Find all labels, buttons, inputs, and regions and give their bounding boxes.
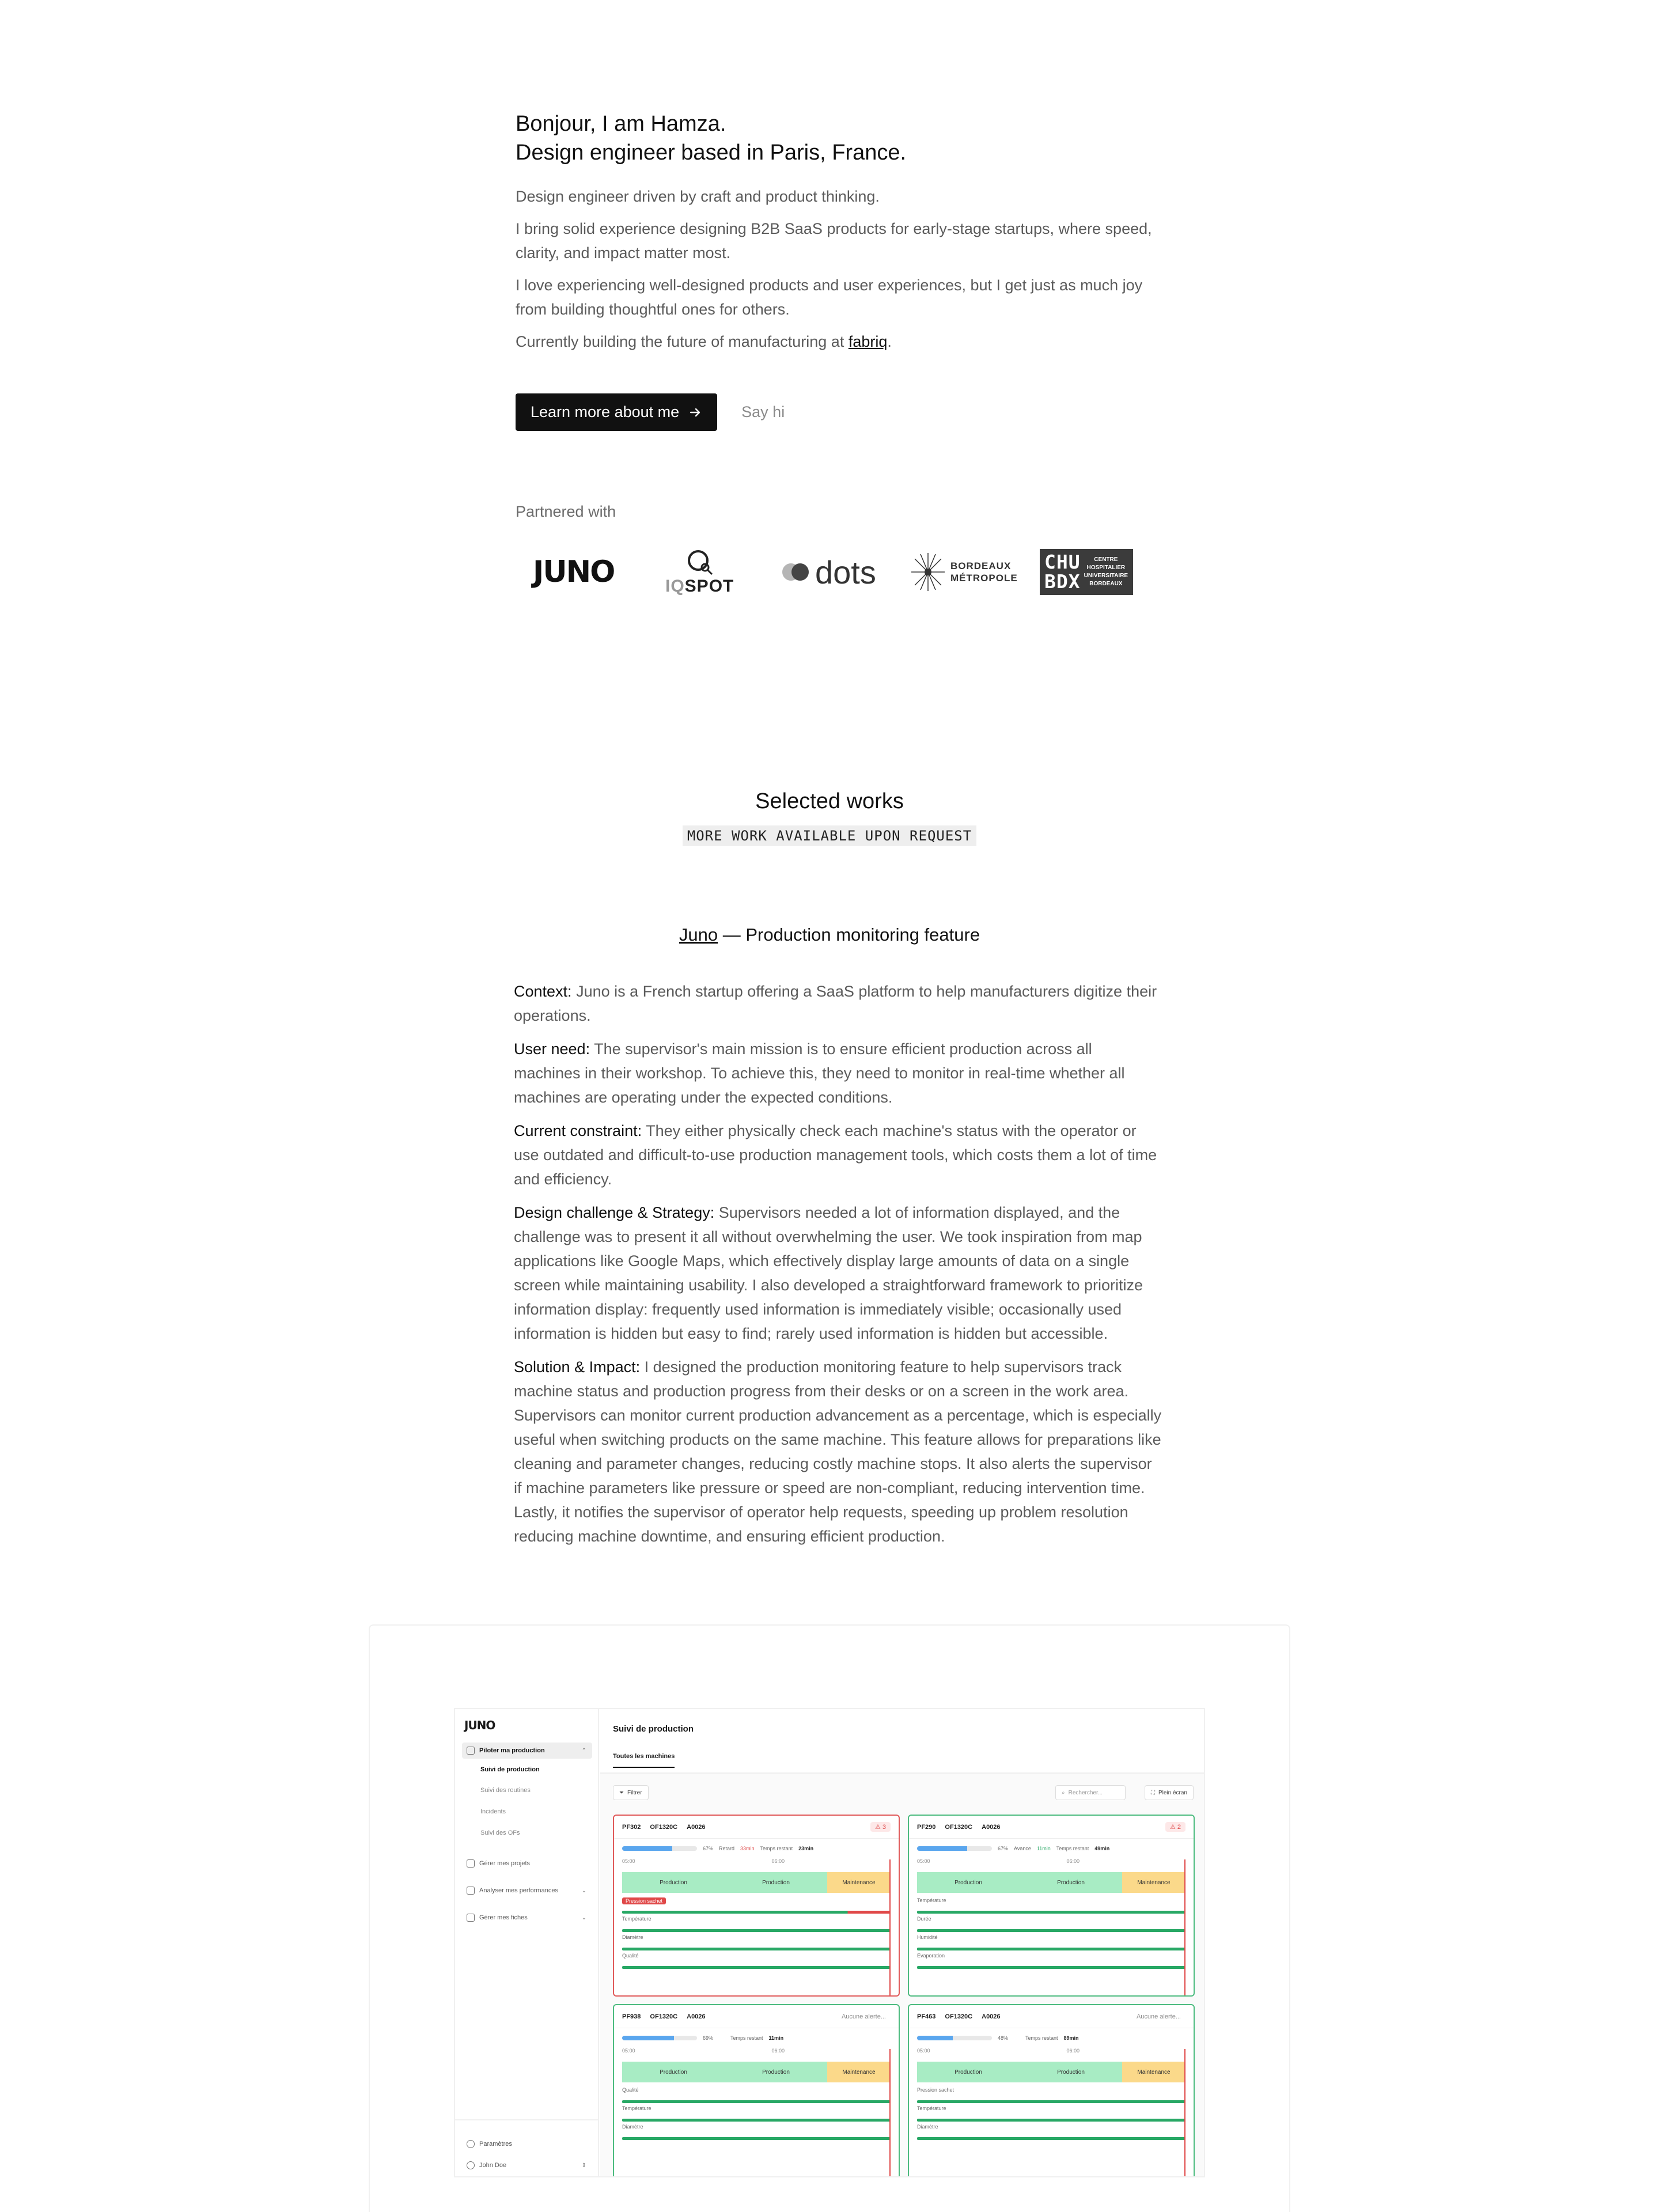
- progress-percent: 69%: [703, 2035, 714, 2041]
- machine-card-header: [614, 1816, 899, 1839]
- nav-settings[interactable]: [462, 2136, 592, 2152]
- progress-row: [614, 1839, 899, 1858]
- parameter-line: [917, 1929, 1185, 1932]
- parameter-line: [622, 2137, 891, 2140]
- greeting-line-1: Bonjour, I am Hamza.: [516, 112, 726, 136]
- factory-icon: [467, 1747, 475, 1755]
- parameters-list: [909, 2082, 1194, 2142]
- progress-percent: 67%: [703, 1846, 714, 1851]
- parameter-label: Température: [622, 1916, 652, 1922]
- parameter-alert-tag: Pression sachet: [622, 1897, 666, 1904]
- parameter-row: [917, 1916, 1185, 1934]
- chu-small-1: CENTRE: [1094, 556, 1118, 563]
- cta-group: [516, 393, 785, 431]
- warning-icon: ⚠: [874, 1824, 882, 1831]
- bio: [516, 184, 1155, 354]
- partner-logos: [516, 546, 1155, 598]
- bio-paragraph: I love experiencing well-designed products and user experiences, but I get just as much joy from building thoughtful ones for others.: [516, 276, 1143, 318]
- time-mid: 06:00: [1066, 1858, 1080, 1864]
- chevron-down-icon: ⌄: [581, 1914, 586, 1921]
- case-label: Design challenge & Strategy:: [514, 1204, 715, 1221]
- juno-logo: [533, 546, 614, 598]
- works-title: Selected works: [755, 789, 904, 813]
- time-mid: 06:00: [771, 2048, 785, 2054]
- progress-bar-fill: [917, 1846, 967, 1851]
- app-page-title: Suivi de production: [613, 1724, 694, 1734]
- case-section-context: [514, 979, 1162, 1028]
- machine-card-header: [909, 2005, 1194, 2028]
- timeline-ticks: [909, 2048, 1088, 2059]
- parameter-label: Température: [917, 2105, 946, 2111]
- app-header: [600, 1709, 1205, 1774]
- remaining-label: Temps restant: [1056, 1846, 1089, 1851]
- timeline-bar: [917, 2062, 1185, 2082]
- remaining-value: 89min: [1063, 2035, 1079, 2041]
- time-mid: 06:00: [771, 1858, 785, 1864]
- parameter-line: [622, 2119, 891, 2122]
- segment-maintenance: Maintenance: [1122, 2062, 1185, 2082]
- nav-sub-incidents[interactable]: Incidents: [480, 1808, 506, 1815]
- nav-performance[interactable]: [462, 1883, 592, 1899]
- machine-id: PF290: [917, 1823, 936, 1831]
- works-badge: MORE WORK AVAILABLE UPON REQUEST: [683, 825, 976, 846]
- status-label: Avance: [1014, 1846, 1031, 1851]
- case-section-constraint: [514, 1119, 1162, 1191]
- alert-count: 2: [1177, 1824, 1181, 1831]
- chu-small-4: BORDEAUX: [1089, 581, 1123, 587]
- alert-badge[interactable]: [1165, 1822, 1185, 1832]
- machine-card[interactable]: [908, 1815, 1195, 1997]
- progress-percent: 48%: [998, 2035, 1009, 2041]
- case-label: Current constraint:: [514, 1122, 642, 1139]
- filter-button[interactable]: [613, 1785, 649, 1800]
- parameter-row: [622, 1953, 891, 1971]
- progress-row: [909, 1839, 1194, 1858]
- current-time-marker: [1184, 1859, 1185, 1995]
- app-sidebar: [455, 1709, 599, 2177]
- chevron-updown-icon: ⇕: [581, 2162, 586, 2169]
- nav-pilot[interactable]: [462, 1743, 592, 1759]
- parameter-row: [917, 2087, 1185, 2105]
- case-text: The supervisor's main mission is to ensure efficient production across all machines in their workshop. To achieve this, they need to monitor in real-time whether all machines are operating under the expected conditions.: [514, 1040, 1125, 1106]
- user-menu[interactable]: [462, 2157, 592, 2173]
- remaining-label: Temps restant: [760, 1846, 793, 1851]
- remaining-label: Temps restant: [1025, 2035, 1058, 2041]
- bordeaux-line-2: MÉTROPOLE: [950, 573, 1018, 584]
- chu-bordeaux-logo: [1040, 549, 1133, 595]
- machine-card[interactable]: [908, 2004, 1195, 2177]
- progress-bar: [622, 1846, 697, 1851]
- nav-sub-suivi-ofs[interactable]: Suivi des OFs: [480, 1830, 520, 1836]
- greeting: [516, 109, 1155, 167]
- order-id: OF1320C: [650, 1823, 678, 1831]
- case-label: Solution & Impact:: [514, 1358, 641, 1376]
- case-study-text: [514, 979, 1162, 1558]
- parameter-line: [917, 1966, 1185, 1969]
- progress-bar-fill: [622, 2036, 674, 2040]
- segment-production: Production: [622, 2062, 725, 2082]
- alert-count: Aucune alerte...: [1136, 2013, 1181, 2020]
- status-label: Retard: [719, 1846, 735, 1851]
- nav-sub-suivi-production[interactable]: Suivi de production: [480, 1766, 540, 1773]
- order-id: OF1320C: [945, 1823, 973, 1831]
- document-icon: [467, 1914, 475, 1922]
- parameter-label: Durée: [917, 1916, 931, 1922]
- nav-sheets[interactable]: [462, 1910, 592, 1926]
- chu-line-1: CHU: [1044, 551, 1081, 573]
- status-value: 11min: [1036, 1846, 1051, 1851]
- parameters-list: [614, 1893, 899, 1971]
- remaining-value: 23min: [798, 1846, 814, 1851]
- search-placeholder: Rechercher...: [1068, 1789, 1103, 1796]
- remaining-label: Temps restant: [730, 2035, 763, 2041]
- parameter-label: Diamètre: [622, 1934, 643, 1940]
- bio-current: [516, 329, 1155, 354]
- parameter-row: [622, 2124, 891, 2142]
- partners-label: Partnered with: [516, 503, 616, 520]
- partners-section: [516, 503, 1155, 596]
- nav-performance-label: Analyser mes performances: [479, 1887, 558, 1894]
- parameter-line: [917, 1911, 1185, 1914]
- nav-pilot-label: Piloter ma production: [479, 1747, 545, 1754]
- order-id: OF1320C: [650, 2013, 678, 2020]
- parameter-row: [622, 1934, 891, 1953]
- segment-maintenance: Maintenance: [827, 1872, 891, 1893]
- learn-more-label: Learn more about me: [531, 403, 680, 421]
- parameter-label: Humidité: [917, 1934, 938, 1940]
- fullscreen-label: Plein écran: [1158, 1789, 1187, 1796]
- time-start: 05:00: [917, 2048, 930, 2054]
- dots-logo-text: dots: [815, 554, 876, 590]
- search-icon: ⌕: [1062, 1789, 1065, 1796]
- learn-more-button[interactable]: [516, 393, 717, 431]
- case-text: Juno is a French startup offering a SaaS platform to help manufacturers digitize their operations.: [514, 983, 1157, 1024]
- parameter-line: [622, 1948, 891, 1950]
- segment-production: Production: [725, 2062, 827, 2082]
- time-start: 05:00: [622, 1858, 635, 1864]
- current-time-marker: [889, 2049, 891, 2177]
- timeline-ticks: [614, 1858, 793, 1870]
- machine-card[interactable]: [613, 2004, 900, 2177]
- gear-icon: [467, 2140, 475, 2148]
- segment-production: Production: [1020, 1872, 1122, 1893]
- alert-badge[interactable]: [870, 1822, 891, 1832]
- parameter-label: Température: [917, 1897, 946, 1903]
- progress-row: [614, 2028, 899, 2048]
- product-ref: A0026: [687, 1823, 706, 1831]
- parameters-list: [614, 2082, 899, 2142]
- case-text: Supervisors needed a lot of information displayed, and the challenge was to present it all without overwhelming the user. We took inspiration from map applications like Google Maps, which effectively display large amounts of data on a single screen while maintaining usability. I also developed a straightforward framework to prioritize information display: frequently used information is immediately visible; occasionally used information is hidden but easy to find; rarely used information is hidden but accessible.: [514, 1204, 1143, 1342]
- chu-small-3: UNIVERSITAIRE: [1084, 573, 1128, 579]
- timeline-bar: [917, 1872, 1185, 1893]
- progress-bar: [917, 1846, 992, 1851]
- filter-label: Filtrer: [627, 1789, 642, 1796]
- timeline-ticks: [909, 1858, 1088, 1870]
- machine-id: PF302: [622, 1823, 641, 1831]
- nav-sheets-label: Gérer mes fiches: [479, 1914, 528, 1921]
- iqspot-logo: [665, 546, 734, 598]
- segment-production: Production: [917, 1872, 1020, 1893]
- parameter-row: [917, 1934, 1185, 1953]
- filter-icon: ⏷: [619, 1789, 624, 1796]
- parameter-row: [622, 1916, 891, 1934]
- chu-big-text: [1044, 552, 1081, 592]
- segment-maintenance: Maintenance: [827, 2062, 891, 2082]
- bordeaux-metropole-mark-icon: [910, 552, 946, 592]
- alert-count: Aucune alerte...: [841, 2013, 886, 2020]
- user-name: John Doe: [479, 2162, 507, 2169]
- bio-current-suffix: .: [887, 333, 892, 350]
- project-title: [0, 925, 1659, 945]
- bordeaux-metropole-logo: [910, 546, 1018, 598]
- progress-percent: 67%: [998, 1846, 1009, 1851]
- case-section-strategy: [514, 1200, 1162, 1346]
- fullscreen-icon: ⛶: [1150, 1789, 1155, 1796]
- chu-small-text: [1084, 556, 1128, 588]
- parameter-label: Pression sachet: [917, 2087, 955, 2093]
- nav-settings-label: Paramètres: [479, 2141, 512, 2147]
- status-value: 33min: [740, 1846, 755, 1851]
- chevron-up-icon: ⌃: [581, 1747, 586, 1754]
- machine-card[interactable]: [613, 1815, 900, 1997]
- nav-projects-label: Gérer mes projets: [479, 1860, 531, 1867]
- parameter-row: [917, 1897, 1185, 1916]
- progress-bar-fill: [917, 2036, 953, 2040]
- alert-count: 3: [882, 1824, 886, 1831]
- parameter-label: Évaporation: [917, 1953, 945, 1959]
- segment-production: Production: [622, 1872, 725, 1893]
- time-start: 05:00: [917, 1858, 930, 1864]
- iqspot-mark-icon: [684, 548, 715, 577]
- bordeaux-line-1: BORDEAUX: [950, 560, 1012, 571]
- iqspot-spot: SPOT: [684, 577, 734, 596]
- chart-icon: [467, 1887, 475, 1895]
- parameter-line: [622, 1966, 891, 1969]
- chevron-down-icon: ⌄: [581, 1887, 586, 1894]
- parameter-row: [622, 2087, 891, 2105]
- timeline-bar: [622, 1872, 891, 1893]
- iqspot-iq: IQ: [665, 577, 685, 596]
- case-section-user-need: [514, 1037, 1162, 1109]
- case-text: They either physically check each machine's status with the operator or use outdated and difficult-to-use production management tools, which costs them a lot of time and efficiency.: [514, 1122, 1157, 1188]
- avatar: [467, 2161, 475, 2169]
- juno-logo-text: JUNO: [533, 555, 615, 589]
- product-ref: A0026: [982, 1823, 1001, 1831]
- machine-id: PF463: [917, 2013, 936, 2020]
- time-mid: 06:00: [1066, 2048, 1080, 2054]
- parameter-label: Qualité: [622, 2087, 639, 2093]
- alert-badge[interactable]: [1132, 2012, 1185, 2021]
- fabriq-link[interactable]: fabriq: [848, 333, 888, 350]
- search-input[interactable]: [1055, 1785, 1126, 1800]
- parameter-row: [917, 1953, 1185, 1971]
- iqspot-logo-text: [665, 577, 734, 596]
- machine-id: PF938: [622, 2013, 641, 2020]
- order-id: OF1320C: [945, 2013, 973, 2020]
- segment-production: Production: [1020, 2062, 1122, 2082]
- current-time-marker: [1184, 2049, 1185, 2177]
- segment-production: Production: [725, 1872, 827, 1893]
- project-title-suffix: — Production monitoring feature: [718, 925, 980, 945]
- progress-bar: [917, 2036, 992, 2040]
- parameter-line: [917, 2119, 1185, 2122]
- intro-section: [516, 109, 1155, 354]
- bio-paragraph: I bring solid experience designing B2B SaaS products for early-stage startups, where speed, clarity, and impact matter most.: [516, 220, 1152, 262]
- parameter-label: Qualité: [622, 1953, 639, 1959]
- alert-badge[interactable]: [837, 2012, 891, 2021]
- machine-card-header: [909, 1816, 1194, 1839]
- progress-bar: [622, 2036, 697, 2040]
- product-ref: A0026: [687, 2013, 706, 2020]
- case-section-impact: [514, 1355, 1162, 1548]
- clipboard-icon: [467, 1859, 475, 1868]
- tab-all-machines[interactable]: Toutes les machines: [613, 1753, 675, 1768]
- parameters-list: [909, 1893, 1194, 1971]
- parameter-row: [622, 1897, 891, 1916]
- juno-project-link[interactable]: Juno: [679, 925, 718, 945]
- parameter-label: Température: [622, 2105, 652, 2111]
- time-start: 05:00: [622, 2048, 635, 2054]
- parameter-label: Diamètre: [917, 2124, 938, 2130]
- say-hi-link[interactable]: Say hi: [741, 403, 785, 421]
- bordeaux-metropole-text: [950, 560, 1018, 584]
- parameter-label: Diamètre: [622, 2124, 643, 2130]
- chu-small-2: HOSPITALIER: [1086, 565, 1126, 571]
- case-text: I designed the production monitoring feature to help supervisors track machine status and production progress from their desks or on a screen in the work area. Supervisors can monitor current production advancement as a percentage, which is especially useful when switching products on the same machine. This feature allows for preparations like cleaning and parameter changes, reducing costly machine stops. It also alerts the supervisor if machine parameters like pressure or speed are non-compliant, reducing intervention time. Lastly, it notifies the supervisor of operator help requests, speeding up problem resolution reducing machine downtime, and ensuring efficient production.: [514, 1358, 1162, 1545]
- parameter-row: [917, 2124, 1185, 2142]
- timeline-ticks: [614, 2048, 793, 2059]
- case-label: User need:: [514, 1040, 590, 1058]
- product-ref: A0026: [982, 2013, 1001, 2020]
- app-logo: JUNO: [464, 1718, 495, 1732]
- parameter-line: [917, 2137, 1185, 2140]
- sidebar-footer: [455, 2119, 599, 2120]
- timeline-bar: [622, 2062, 891, 2082]
- current-time-marker: [889, 1859, 891, 1995]
- dots-logo: [781, 546, 876, 598]
- parameter-row: [917, 2105, 1185, 2124]
- parameter-line: [622, 2100, 891, 2103]
- arrow-right-icon: [688, 406, 702, 419]
- nav-projects[interactable]: [462, 1855, 592, 1872]
- bio-paragraph: Design engineer driven by craft and product thinking.: [516, 188, 880, 205]
- nav-sub-suivi-routines[interactable]: Suivi des routines: [480, 1787, 531, 1794]
- chu-line-2: BDX: [1044, 570, 1081, 593]
- fullscreen-button[interactable]: [1145, 1785, 1194, 1800]
- parameter-row: [622, 2105, 891, 2124]
- case-label: Context:: [514, 983, 572, 1000]
- machine-card-header: [614, 2005, 899, 2028]
- segment-production: Production: [917, 2062, 1020, 2082]
- app-main: [600, 1709, 1205, 2177]
- warning-icon: ⚠: [1169, 1824, 1177, 1831]
- parameter-line: [917, 1948, 1185, 1950]
- parameter-line: [917, 2100, 1185, 2103]
- parameter-line: [622, 1911, 891, 1914]
- progress-bar-fill: [622, 1846, 672, 1851]
- progress-row: [909, 2028, 1194, 2048]
- juno-app-screenshot: [454, 1708, 1205, 2177]
- segment-maintenance: Maintenance: [1122, 1872, 1185, 1893]
- selected-works-header: [0, 789, 1659, 846]
- remaining-value: 11min: [768, 2035, 784, 2041]
- app-toolbar: [613, 1785, 1194, 1800]
- bio-current-prefix: Currently building the future of manufacturing at: [516, 333, 849, 350]
- greeting-line-2: Design engineer based in Paris, France.: [516, 141, 907, 165]
- parameter-line: [622, 1929, 891, 1932]
- dots-mark-icon: [781, 562, 812, 582]
- remaining-value: 49min: [1094, 1846, 1110, 1851]
